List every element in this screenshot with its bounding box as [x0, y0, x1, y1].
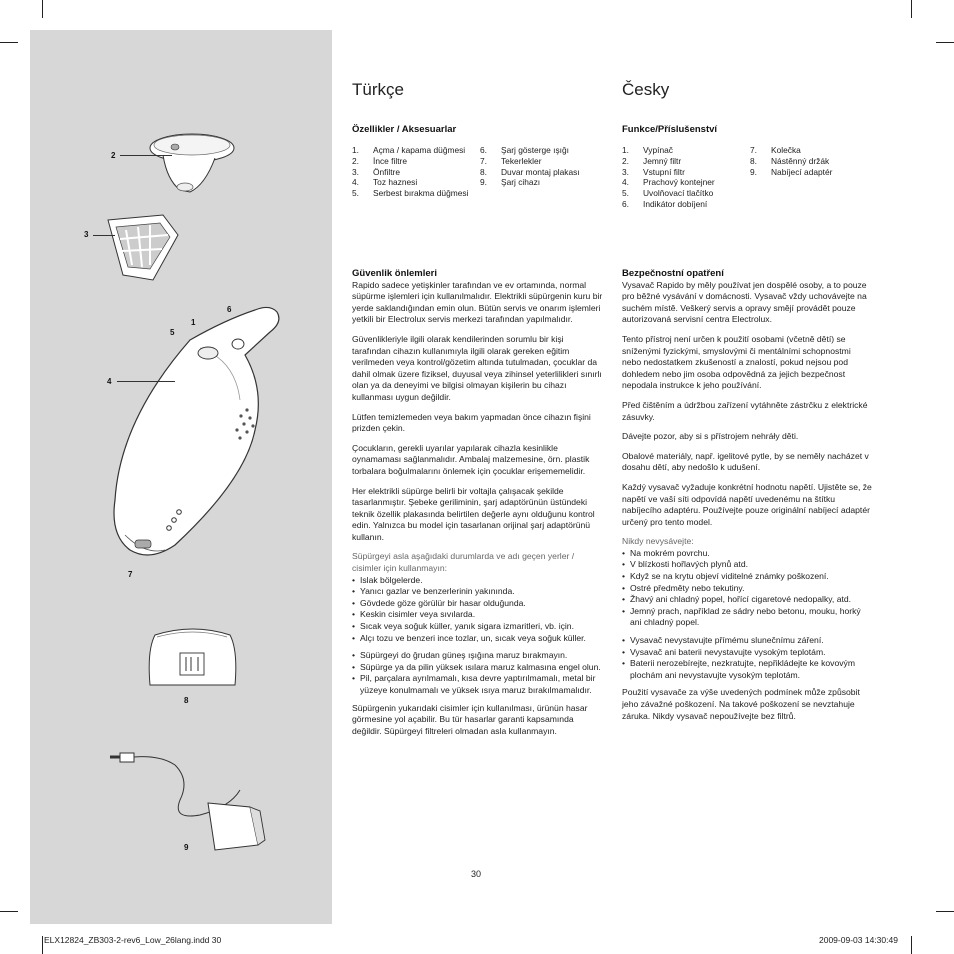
- czech-features-left: [622, 145, 747, 210]
- page-number: 30: [471, 869, 482, 879]
- feature-item: 7. Kolečka: [750, 145, 801, 155]
- list-item: • Alçı tozu ve benzeri ince tozlar, un, sıcak veya soğuk küller.: [352, 633, 604, 645]
- warning-list: [352, 650, 604, 696]
- paragraph: Obalové materiály, např. igelitové pytle, by se neměly nacházet v dosahu dětí, aby nedošlo k udušení.: [622, 450, 869, 473]
- paragraph: Použití vysavače za výše uvedených podmínek může způsobit jeho závažné poškození. Na takové poškození se nevztahuje záruka. Nikdy vysavač nepoužívejte bez filtrů.: [622, 687, 860, 721]
- czech-title: Česky: [622, 80, 670, 99]
- turkish-features-right: [480, 145, 605, 188]
- feature-item: 1. Açma / kapama düğmesi: [352, 145, 466, 155]
- list-intro: Süpürgeyi asla aşağıdaki durumlarda ve adı geçen yerler / cisimler için kullanmayın:: [352, 551, 575, 574]
- footer-file-name: ELX12824_ZB303-2-rev6_Low_26lang.indd 30: [44, 935, 222, 945]
- list-item: • Na mokrém povrchu.: [622, 548, 872, 560]
- footer-timestamp: 2009-09-03 14:30:49: [819, 935, 898, 945]
- callout-line: [117, 381, 175, 382]
- feature-item: 4. Toz haznesi: [352, 177, 418, 188]
- list-item: • Süpürge ya da pilin yüksek ısılara maruz kalmasına engel olun.: [352, 662, 604, 674]
- crop-mark: [936, 42, 954, 43]
- crop-mark: [911, 936, 912, 954]
- list-item: • Baterii nerozebírejte, nezkratujte, nepřikládejte ke kovovým plochám ani nevystavujte vysokým teplotám.: [622, 658, 872, 681]
- czech-features-title: Funkce/Příslušenství: [622, 124, 718, 135]
- callout-9: 9: [184, 843, 189, 852]
- turkish-features-title: Özellikler / Aksesuarlar: [352, 124, 457, 135]
- turkish-safety-title: Güvenlik önlemleri: [352, 268, 437, 279]
- feature-item: 4. Prachový kontejner: [622, 177, 715, 188]
- turkish-safety: [352, 268, 604, 745]
- paragraph: Lütfen temizlemeden veya bakım yapmadan önce cihazın fişini prizden çekin.: [352, 411, 591, 434]
- turkish-title: Türkçe: [352, 80, 404, 99]
- crop-mark: [42, 936, 43, 954]
- list-item: • Žhavý ani chladný popel, hořící cigaretové nedopalky, atd.: [622, 594, 872, 606]
- wall-mount-illustration: [145, 625, 240, 695]
- paragraph: Vysavač Rapido by měly používat jen dospělé osoby, a to pouze pro běžné vysávání v domácnosti. Vysavač vždy uchovávejte na suchém místě. Veškerý servis a opravy smějí provádět pouze autorizovaná servisní centra Electrolux.: [622, 279, 867, 325]
- czech-safety: [622, 268, 872, 730]
- callout-line: [120, 155, 172, 156]
- callout-4: 4: [107, 377, 112, 386]
- list-item: • Süpürgeyi do ğrudan güneş ışığına maruz bırakmayın.: [352, 650, 604, 662]
- list-item: • V blízkosti hořlavých plynů atd.: [622, 559, 872, 571]
- warning-list: [622, 635, 872, 681]
- list-item: • Jemný prach, například ze sádry nebo betonu, mouku, horký ani chladný popel.: [622, 606, 872, 629]
- list-item: • Keskin cisimler veya sıvılarda.: [352, 609, 604, 621]
- paragraph: Dávejte pozor, aby si s přístrojem nehráły děti.: [622, 431, 799, 442]
- turkish-features-left: [352, 145, 470, 199]
- warning-list: [352, 575, 604, 645]
- paragraph: Každý vysavač vyžaduje konkrétní hodnotu napětí. Ujistěte se, že napětí ve vaší síti odpovídá napětí uvedenému na štítku nabíjecího adaptéru. Používejte pouze originální nabíjecí adaptér určený pro tento model.: [622, 481, 872, 527]
- feature-item: 3. Vstupní filtr: [622, 166, 685, 177]
- paragraph: Rapido sadece yetişkinler tarafından ve ev ortamında, normal süpürme işlemleri için kullanılmalıdır. Elektrikli süpürgenin kuru bir yerde saklandığından emin olun. Bütün servis ve onarım işlemleri yetkili bir Electrolux servis merkezi tarafından yapılmalıdır.: [352, 279, 603, 325]
- feature-item: 6. Şarj gösterge ışığı: [480, 145, 569, 155]
- callout-3: 3: [84, 230, 89, 239]
- callout-5: 5: [170, 328, 175, 337]
- paragraph: Güvenlikleriyle ilgili olarak kendilerinden sorumlu bir kişi tarafından cihazın kullanımıyla ilgili olarak gereken eğitim verilmeden veya kontrol/gözetim altında tutulmadan, çocuklar da dahil olmak üzere fiziksel, duyusal veya zihinsel yeterlilikleri sınırlı olan ya da deneyimi ve bilgisi olmayan kişilerin bu cihazı kullanması uygun değildir.: [352, 333, 602, 402]
- feature-item: 3. Önfiltre: [352, 166, 400, 177]
- list-item: • Vysavač nevystavujte přímému slunečnímu záření.: [622, 635, 872, 647]
- paragraph: Her elektrikli süpürge belirli bir voltajla çalışacak şekilde tasarlanmıştır. Şebeke geriliminin, şarj adaptörünün üstündeki teknik özellik plakasında belirtilen değerle aynı olduğunu kontrol edin. Yalnızca bu model için tasarlanan orijinal şarj adaptörünü kullanın.: [352, 485, 595, 542]
- list-item: • Ostré předměty nebo tekutiny.: [622, 583, 872, 595]
- list-item: • Vysavač ani baterii nevystavujte vysokým teplotám.: [622, 647, 872, 659]
- crop-mark: [936, 911, 954, 912]
- pre-filter-illustration: [98, 205, 188, 285]
- crop-mark: [0, 911, 18, 912]
- charger-illustration: [100, 745, 270, 855]
- czech-features-right: [750, 145, 875, 177]
- feature-item: 8. Nástěnný držák: [750, 155, 830, 166]
- feature-item: 9. Şarj cihazı: [480, 177, 541, 188]
- callout-1: 1: [191, 318, 196, 327]
- callout-8: 8: [184, 696, 189, 705]
- callout-line: [93, 235, 115, 236]
- feature-item: 5. Uvolňovací tlačítko: [622, 188, 714, 199]
- list-item: • Yanıcı gazlar ve benzerlerinin yakınında.: [352, 586, 604, 598]
- warning-list: [622, 548, 872, 629]
- paragraph: Před čištěním a údržbou zařízení vytáhněte zástrčku z elektrické zásuvky.: [622, 399, 868, 422]
- paragraph: Süpürgenin yukarıdaki cisimler için kullanılması, ürünün hasar görmesine yol açabilir. Bu tür hasarlar garanti kapsamında değildir. Süpürgeyi filtreleri olmadan asla kullanmayın.: [352, 702, 588, 736]
- czech-safety-title: Bezpečnostní opatření: [622, 268, 724, 279]
- callout-7: 7: [128, 570, 133, 579]
- czech-features: [622, 124, 872, 140]
- crop-mark: [0, 42, 18, 43]
- list-item: • Gövdede göze görülür bir hasar olduğunda.: [352, 598, 604, 610]
- crop-mark: [42, 0, 43, 18]
- callout-2: 2: [111, 151, 116, 160]
- feature-item: 6. Indikátor dobíjení: [622, 198, 708, 209]
- vacuum-cleaner-illustration: [105, 300, 300, 565]
- list-intro: Nikdy nevysávejte:: [622, 536, 694, 547]
- list-item: • Když se na krytu objeví viditelné známky poškození.: [622, 571, 872, 583]
- feature-item: 7. Tekerlekler: [480, 155, 542, 166]
- feature-item: 9. Nabíjecí adaptér: [750, 166, 833, 177]
- feature-item: 8. Duvar montaj plakası: [480, 166, 580, 177]
- paragraph: Tento přístroj není určen k použití osobami (včetně dětí) se sníženými fyzickými, smyslovými či mentálními schopnostmi nebo nedostatkem zkušeností a znalostí, pokud nejsou pod dohledem nebo jim osoba odpovědná za jejich bezpečnost nepodala instrukce k jeho používání.: [622, 333, 851, 391]
- crop-mark: [911, 0, 912, 18]
- feature-item: 1. Vypínač: [622, 145, 673, 155]
- list-item: • Pil, parçalara ayrılmamalı, kısa devre yaptırılmamalı, metal bir yüzeye konulmamalı ve yüksek ısıya maruz bırakılmamalıdır.: [352, 673, 604, 696]
- callout-6: 6: [227, 305, 232, 314]
- turkish-features: [352, 124, 602, 140]
- feature-item: 5. Serbest bırakma düğmesi: [352, 188, 469, 199]
- list-item: • Sıcak veya soğuk küller, yanık sigara izmaritleri, vb. için.: [352, 621, 604, 633]
- feature-item: 2. Jemný filtr: [622, 155, 682, 166]
- fine-filter-illustration: [145, 125, 245, 200]
- paragraph: Çocukların, gerekli uyarılar yapılarak cihazla kesinlikle oynamaması sağlanmalıdır. Ambalaj malzemesine, örn. plastik torbalara boğulmalarını önlemek için çocuklar erişememelidir.: [352, 442, 590, 476]
- list-item: • Islak bölgelerde.: [352, 575, 604, 587]
- feature-item: 2. İnce filtre: [352, 155, 407, 166]
